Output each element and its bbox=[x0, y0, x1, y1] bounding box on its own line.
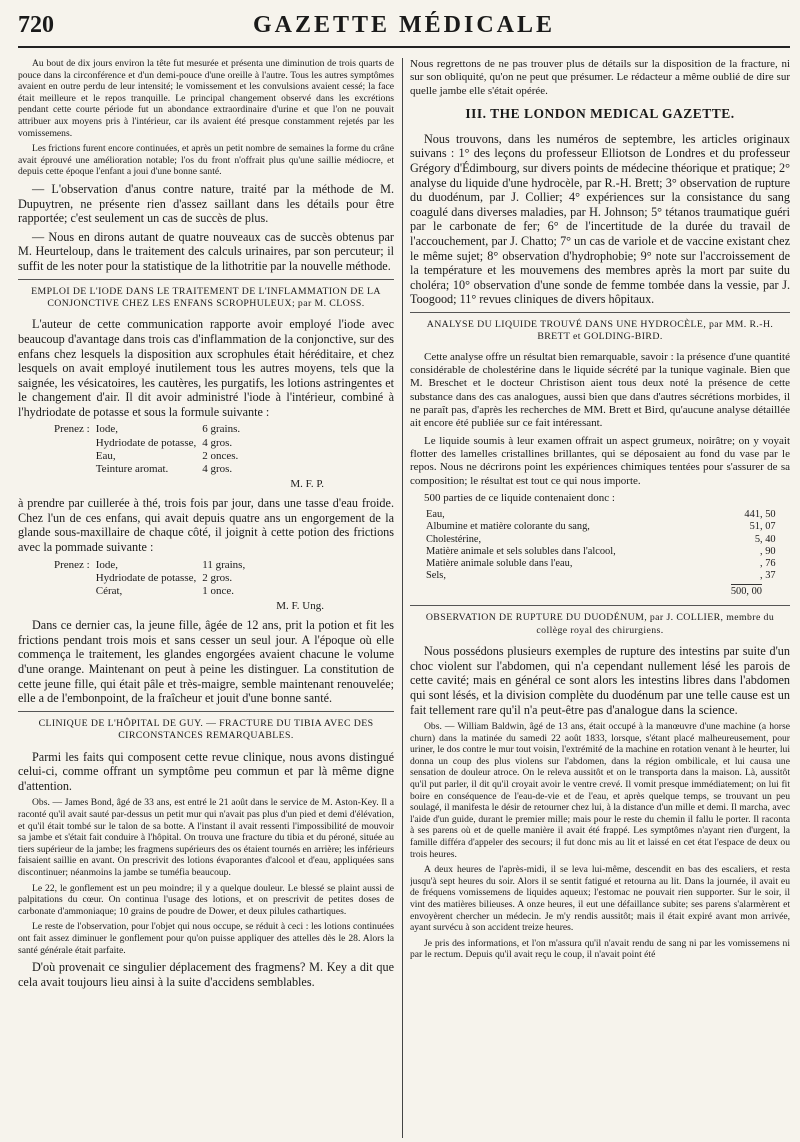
prescription-item: Hydriodate de potasse, bbox=[95, 436, 197, 449]
prescription-row bbox=[54, 585, 251, 598]
paragraph: Cette analyse offre un résultat bien remarquable, savoir : la présence d'une quantité considérable de cholestérine dans le liquide sécrété par la tunique vaginale. Bien que M. Breschet et le docteur Christison aient tous deux noté la présence de cette substance dans des cas analogues, aussi bien que dans d'autres sécrétions morbides, il ne paraît pas, d'après les recherches de MM. Brett et Bird, qu'aucune analyse détaillée ait encore été publiée sur ce fait intéressant. bbox=[410, 350, 790, 430]
analysis-total-value: 500, 00 bbox=[730, 586, 762, 598]
prescription-item: Hydriodate de potasse, bbox=[95, 571, 197, 584]
analysis-item: Matière animale et sels solubles dans l'alcool, bbox=[426, 545, 616, 557]
analysis-value: , 76 bbox=[760, 557, 776, 569]
prescription-qty: 2 gros. bbox=[202, 571, 233, 584]
prescription-row bbox=[54, 437, 246, 450]
table-row bbox=[426, 509, 776, 521]
section-heading: EMPLOI DE L'IODE DANS LE TRAITEMENT DE L'INFLAMMATION DE LA CONJONCTIVE CHEZ LES ENFANS SCROPHULEUX; par M. CLOSS. bbox=[31, 285, 381, 309]
paragraph: Le liquide soumis à leur examen offrait un aspect grumeux, noirâtre; on y voyait flotter des lamelles cristallines brillantes, qui se déposaient au fond du vase par le repos. Nous ne décrirons point les expériences chimiques tentées pour s'assurer de sa composition; le résultat est tout ce qui nous importe. bbox=[410, 434, 790, 487]
paragraph: Obs. — James Bond, âgé de 33 ans, est entré le 21 août dans le service de M. Aston-Key. Il a raconté qu'il avait sauté par-dessus un petit mur qui n'avait pas plus d'un pied et demi d'élévation, et qu'il était tombé sur le talon de sa botte. A l'instant il avait ressenti l'impossibilité de mouvoir sa jambe et s'était fait conduire à l'hôpital. On trouva une fracture du tibia et du péroné, située au tiers supérieur de la jambe; les fragmens supérieurs des os étaient tournés en arrière; les inférieurs faisaient saillie en avant. On prescrivit des lotions évaporantes d'alcool et d'eau, appliquées sans discontinuer; néanmoins la jambe se tuméfia beaucoup. bbox=[18, 797, 394, 878]
section-heading: CLINIQUE DE L'HÔPITAL DE GUY. — FRACTURE DU TIBIA AVEC DES CIRCONSTANCES REMARQUABLES. bbox=[38, 717, 374, 742]
analysis-value: , 90 bbox=[760, 545, 776, 557]
prescription-2 bbox=[54, 559, 251, 599]
prescription-signature: M. F. P. bbox=[290, 478, 324, 491]
prescription-qty: 2 onces. bbox=[202, 449, 239, 462]
paragraph: D'où provenait ce singulier déplacement des fragmens? M. Key a dit que cela avait toujours lieu ainsi à la suite d'accidens semblables. bbox=[18, 960, 394, 989]
prescription-row bbox=[54, 450, 246, 463]
analysis-value: 441, 50 bbox=[744, 509, 776, 521]
prescription-item: Eau, bbox=[95, 449, 116, 462]
prescription-lead: Prenez : bbox=[54, 558, 90, 571]
paragraph: Au bout de dix jours environ la tête fut mesurée et présenta une diminution de trois quarts de pouce dans la circonférence et d'un demi-pouce d'une oreille à l'autre. Tous les autres symptômes avaient en outre perdu de leur intensité; le vomissement et les convulsions avaient cessé; la face était meilleure et le repos tranquille. Le principal changement observé dans les excrétions pendant cette courte période fut un abondance extraordinaire d'urine et que l'on ne pouvait attribuer aux moyens pris à l'intérieur, car ils avaient été presque constamment rejetés par les vomissemens. bbox=[18, 58, 394, 139]
paragraph: Obs. — William Baldwin, âgé de 13 ans, était occupé à la manœuvre d'une machine (a horse churn) dans la matinée du samedi 22 août 1833, lorsque, s'étant placé malheureusement, pour uriner, le dos contre le mur tout voisin, l'extrémité de la machine en rotation venant à le heurter, lui donna un coup des plus violens sur l'abdomen, dans la région ombilicale, et lui causa une sensation de douleur atroce. On le releva aussitôt et on le transporta dans la maison. Là, aussitôt qu'il put parler, il dit qu'il croyait avoir le ventre crevé. Il vomit presque immédiatement; on lui fit boire en conséquence de l'eau-de-vie et de l'eau, et après quelque temps, se trouvant un peu soulagé, il manifesta le désir de retourner chez lui, à la distance d'un mille et demi. Il marcha, avec l'aide d'un guide, durant le premier mille; mais pour le reste du chemin il fallu le porter. Il raconta à ses parens où et de quelle manière il avait été frappé. Les symptômes n'ayant rien d'urgent, la famille différa d'appeler des secours; il fut donc mis au lit et laissé en cet état l'espace de deux ou trois heures. bbox=[410, 721, 790, 860]
section-divider bbox=[410, 312, 790, 313]
prescription-row bbox=[54, 559, 251, 572]
section-heading: ANALYSE DU LIQUIDE TROUVÉ DANS UNE HYDROCÈLE, par MM. R.-H. BRETT et GOLDING-BIRD. bbox=[426, 319, 774, 343]
prescription-qty: 4 gros. bbox=[202, 436, 233, 449]
page-number: 720 bbox=[18, 12, 54, 38]
table-row bbox=[426, 570, 776, 582]
paragraph: Nous possédons plusieurs exemples de rupture des intestins par suite d'un choc violent sur l'abdomen, qui n'a cependant nullement lésé les parois de cette cavité; mais en général ce sont alors les intestins libres dans l'abdomen qui sont lésés, et la division complète du duodénum par une telle cause est un fait tellement rare qu'il n'a peut-être pas d'analogue dans la science. bbox=[410, 644, 790, 717]
paragraph: Je pris des informations, et l'on m'assura qu'il n'avait rendu de sang ni par les vomissemens ni par le rectum. Depuis qu'il avait reçu le coup, il n'avait point été bbox=[410, 937, 790, 961]
prescription-1 bbox=[54, 423, 246, 476]
page-header bbox=[18, 8, 790, 48]
analysis-item: Eau, bbox=[426, 509, 445, 521]
analysis-total bbox=[410, 586, 762, 597]
paragraph: Parmi les faits qui composent cette revue clinique, nous avons distingué celui-ci, comme offrant un symptôme peu commun et par là même digne d'attention. bbox=[18, 749, 394, 793]
paragraph: Dans ce dernier cas, la jeune fille, âgée de 12 ans, prit la potion et fit les frictions pendant trois mois et sans cesser un seul jour. A l'époque où elle commença le traitement, les glandes engorgées avaient chacune le volume d'une orange. Maintenant on peut à peine les distinguer. La constitution de cette jeune fille, qui était pâle et très-maigre, semble maintenant renouvelée; elle a de l'embonpoint, de la fraîcheur et jouit d'une bonne santé. bbox=[18, 618, 394, 706]
paragraph: à prendre par cuillerée à thé, trois fois par jour, dans une tasse d'eau froide. Chez l'un de ces enfans, qui avait depuis quatre ans un engorgement de la glande sous-maxillaire de chaque côté, il joignit à cette potion des frictions avec la pommade suivante : bbox=[18, 496, 394, 555]
analysis-value: 5, 40 bbox=[754, 533, 776, 545]
analysis-item: Albumine et matière colorante du sang, bbox=[426, 521, 590, 533]
journal-title: GAZETTE MÉDICALE bbox=[252, 12, 556, 38]
analysis-item: Sels, bbox=[426, 570, 446, 582]
paragraph: L'auteur de cette communication rapporte avoir employé l'iode avec beaucoup d'avantage dans trois cas d'inflammation de la conjonctive, sur des enfans chez lesquels la disposition aux scrophules était héréditaire, et chez lesquels on avait employé inutilement tous les autres moyens, tels que la saignée, les vésicatoires, les cautères, les purgatifs, les lotions astringentes et le changement d'air. Il dit avoir administré l'iode à l'intérieur, combiné à l'hydriodate de potasse et sous la formule suivante : bbox=[18, 317, 394, 419]
table-row bbox=[426, 546, 776, 558]
section-heading-major: III. THE LONDON MEDICAL GAZETTE. bbox=[465, 105, 735, 121]
prescription-item: Cérat, bbox=[95, 585, 123, 598]
paragraph: Le reste de l'observation, pour l'objet qui nous occupe, se réduit à ceci : les lotions continuées ont fait assez diminuer le gonflement pour qu'on puisse appliquer des attelles dès le 28. Alors la santé générale était parfaite. bbox=[18, 921, 394, 956]
newspaper-page bbox=[18, 8, 790, 1138]
prescription-item: Teinture aromat. bbox=[95, 463, 169, 476]
analysis-value: 51, 07 bbox=[749, 521, 776, 533]
prescription-qty: 1 once. bbox=[202, 585, 234, 598]
analysis-table bbox=[426, 509, 776, 582]
prescription-row bbox=[54, 572, 251, 585]
prescription-qty: 6 grains. bbox=[202, 423, 241, 436]
analysis-value: , 37 bbox=[760, 570, 776, 582]
paragraph: — Nous en dirons autant de quatre nouveaux cas de succès obtenus par M. Heurteloup, dans le traitement des calculs urinaires, par son percuteur; il suffit de les noter pour la statistique de la lithotritie par la nouvelle méthode. bbox=[18, 229, 394, 273]
paragraph: Nous trouvons, dans les numéros de septembre, les articles originaux suivans : 1° des leçons du professeur Elliotson de Londres et du professeur Grégory d'Édimbourg, sur divers points de médecine théorique et pratique; 2° analyse du liquide d'une hydrocèle, par R.-H. Brett; 3° observation de rupture du duodénum, par J. Collier; 4° expériences sur la consistance du sang coagulé dans diverses maladies, par H. Johnson; 5° tétanos traumatique guéri par le carbonate de fer; 6° de l'incertitude de la durée du travail de l'accouchement, par J. Chatto; 7° un cas de variole et de vaccine existant chez le même sujet; 8° observation d'hydrophobie; 9° note sur l'accroissement de la température et les mouvemens des membres après la mort par suite du choléra; 10° observation d'une sonde de femme tombée dans la vessie, par J. Toogood; 11° revues cliniques de divers hôpitaux. bbox=[410, 131, 790, 307]
prescription-item: Iode, bbox=[95, 423, 119, 436]
table-row bbox=[426, 534, 776, 546]
paragraph: Le 22, le gonflement est un peu moindre; il y a quelque douleur. Le blessé se plaint aussi de palpitations du cœur. On continua l'usage des lotions, et on prescrivit de petites doses de carbonate d'ammoniaque; 10 grains de poudre de Dower, et deux pilules cathartiques. bbox=[18, 882, 394, 917]
prescription-lead: Prenez : bbox=[54, 423, 90, 436]
prescription-item: Iode, bbox=[95, 558, 119, 571]
table-row bbox=[426, 558, 776, 570]
analysis-item: Matière animale soluble dans l'eau, bbox=[426, 557, 573, 569]
section-divider bbox=[18, 279, 394, 280]
analysis-item: Cholestérine, bbox=[426, 533, 482, 545]
right-column bbox=[410, 58, 790, 1138]
paragraph: — L'observation d'anus contre nature, traité par la méthode de M. Dupuytren, ne présente rien d'assez saillant dans les détails pour être rapportée; c'est seulement un cas de succès de plus. bbox=[18, 181, 394, 226]
section-heading: OBSERVATION DE RUPTURE DU DUODÉNUM, par J. COLLIER, membre du collège royal des chirurgiens. bbox=[425, 612, 775, 636]
section-divider bbox=[18, 711, 394, 712]
paragraph: A deux heures de l'après-midi, il se leva lui-même, descendit en bas des escaliers, et resta jusqu'à sept heures du soir. Alors il se sentit fatigué et retourna au lit. Dans la journée, il avait eu de fréquens vomissemens de liquides aqueux; l'estomac ne pouvait rien supporter. Sur le soir, il vint des matières bilieuses. A onze heures, il eut une défaillance subite; ses parens s'alarmèrent et envoyèrent chercher un médecin. Je m'y rendis aussitôt; mais il était expiré avant mon arrivée, ayant survécu à son accident treize heures. bbox=[410, 864, 790, 934]
table-row bbox=[426, 521, 776, 533]
paragraph: 500 parties de ce liquide contenaient donc : bbox=[424, 491, 615, 504]
prescription-signature: M. F. Ung. bbox=[276, 600, 324, 613]
prescription-row bbox=[54, 463, 246, 476]
prescription-row bbox=[54, 423, 246, 436]
left-column bbox=[18, 58, 394, 1138]
prescription-qty: 11 grains, bbox=[202, 558, 246, 571]
prescription-qty: 4 gros. bbox=[202, 463, 233, 476]
paragraph: Les frictions furent encore continuées, et après un petit nombre de semaines la forme du crâne avait éprouvé une amélioration notable; l'os du front n'offrait plus qu'une saillie médiocre, et depuis cette époque l'enfant a joui d'une bonne santé. bbox=[18, 143, 394, 178]
paragraph: Nous regrettons de ne pas trouver plus de détails sur la disposition de la fracture, ni sur son obliquité, qu'on ne peut que présumer. Le rédacteur a même oublié de dire sur quelle jambe elle s'était opérée. bbox=[410, 58, 790, 97]
section-divider bbox=[410, 605, 790, 606]
columns bbox=[18, 58, 790, 1138]
